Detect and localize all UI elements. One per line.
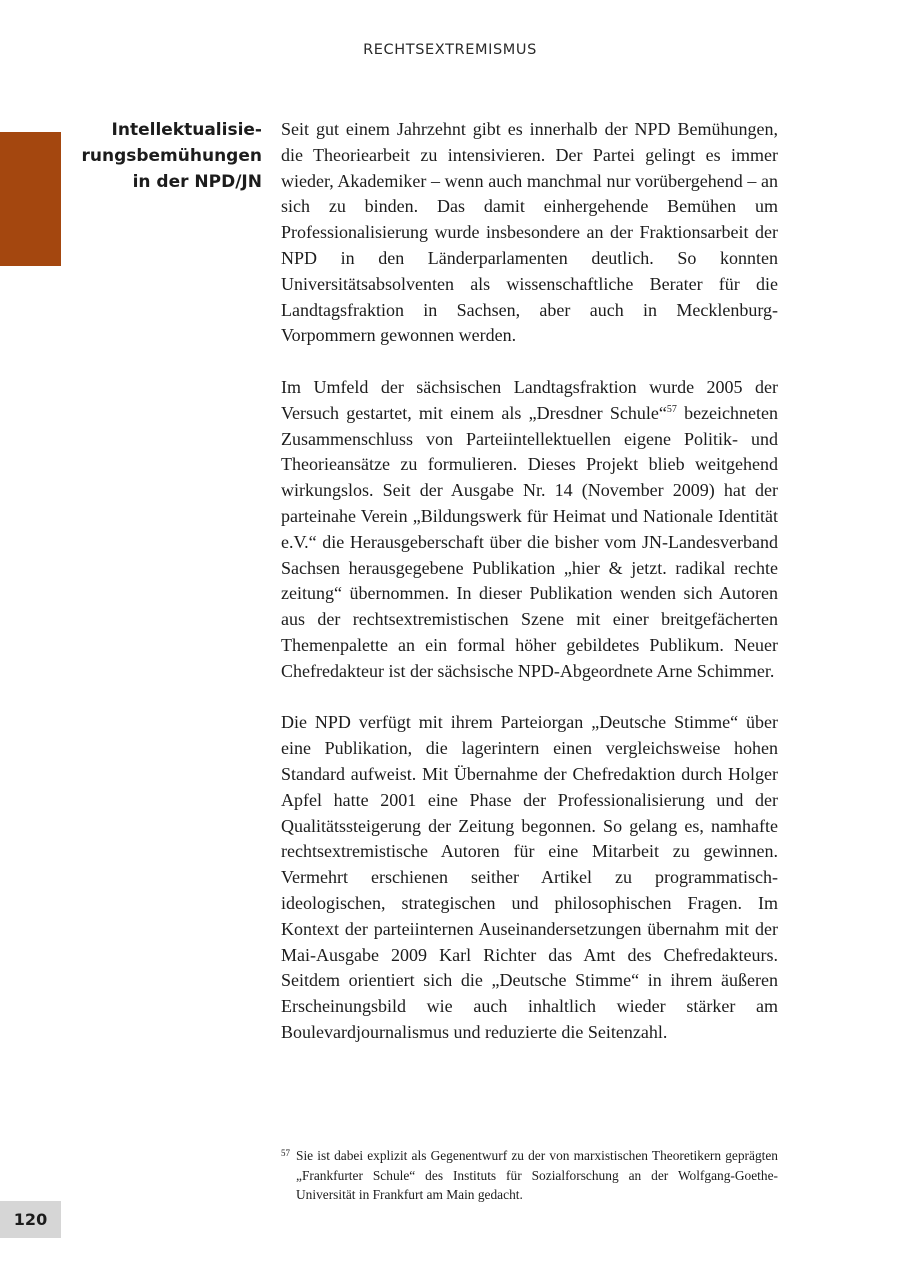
side-heading	[80, 117, 262, 195]
running-header: RECHTSEXTREMISMUS	[363, 42, 537, 58]
footnote	[281, 1146, 778, 1205]
paragraph-2-part-2: bezeichneten Zusammenschluss von Parteiintellektuellen eigene Politik- und Theorieansätze zu formulieren. Dieses Projekt blieb weitgehend wirkungslos. Seit der Ausgabe Nr. 14 (November 2009) hat der parteinahe Verein „Bildungswerk für Heimat und Nationale Identität e.V.“ die Herausgeberschaft über die bisher vom JN-Landesverband Sachsen herausgegebene Publikation „hier & jetzt. radikal rechte zeitung“ übernommen. In dieser Publikation wenden sich Autoren aus der rechtsextremistischen Szene mit einer breitgefächerten Themenpalette an ein formal höher gebildetes Publikum. Neuer Chefredakteur ist der sächsische NPD-Abgeordnete Arne Schimmer.	[281, 402, 779, 681]
chapter-accent-bar	[0, 132, 61, 266]
paragraph-3: Die NPD verfügt mit ihrem Parteiorgan „Deutsche Stimme“ über eine Publikation, die lagerintern einen vergleichsweise hohen Standard aufweist. Mit Übernahme der Chefredaktion durch Holger Apfel hatte 2001 eine Phase der Professionalisierung und der Qualitätssteigerung der Zeitung begonnen. So gelang es, namhafte rechtsextremistische Autoren für eine Mitarbeit zu gewinnen. Vermehrt erschienen seither Artikel zu programmatisch-ideologischen, strategischen und philosophischen Fragen. Im Kontext der parteiinternen Auseinandersetzungen übernahm mit der Mai-Ausgabe 2009 Karl Richter das Amt des Chefredakteurs. Seitdem orientiert sich die „Deutsche Stimme“ in ihrem äußeren Erscheinungsbild wie auch inhaltlich wieder stärker am Boulevardjournalismus und reduzierte die Seitenzahl.	[281, 712, 778, 1042]
footnote-text: Sie ist dabei explizit als Gegenentwurf zu der von marxistischen Theoretikern geprägten „Frankfurter Schule“ des Instituts für Sozialforschung an der Wolfgang-Goethe-Universität in Frankfurt am Main gedacht.	[296, 1148, 778, 1203]
side-heading-line: Intellektualisie-	[111, 120, 262, 140]
page-number: 120	[13, 1210, 48, 1229]
paragraph-1: Seit gut einem Jahrzehnt gibt es innerhalb der NPD Bemühungen, die Theoriearbeit zu intensivieren. Der Partei gelingt es immer wieder, Akademiker – wenn auch manchmal nur vorübergehend – an sich zu binden. Das damit einhergehende Bemühen um Professionalisierung wurde insbesondere an der Fraktionsarbeit der NPD in den Länderparlamenten deutlich. So konnten Universitätsabsolventen als wissenschaftliche Berater für die Landtagsfraktion in Sachsen, aber auch in Mecklenburg-Vorpommern gewonnen werden.	[281, 119, 778, 346]
paragraph-2-part-1: Im Umfeld der sächsischen Landtagsfraktion wurde 2005 der Versuch gestartet, mit einem als „Dresdner Schule“	[281, 376, 778, 423]
footnote-number: 57	[281, 1148, 290, 1158]
side-heading-line: in der NPD/JN	[132, 172, 262, 192]
footnote-reference[interactable]: 57	[666, 403, 677, 415]
page-number-box	[0, 1201, 61, 1238]
paragraph-2	[281, 375, 778, 685]
body-text	[281, 117, 778, 1071]
side-heading-line: rungsbemühungen	[81, 146, 262, 166]
